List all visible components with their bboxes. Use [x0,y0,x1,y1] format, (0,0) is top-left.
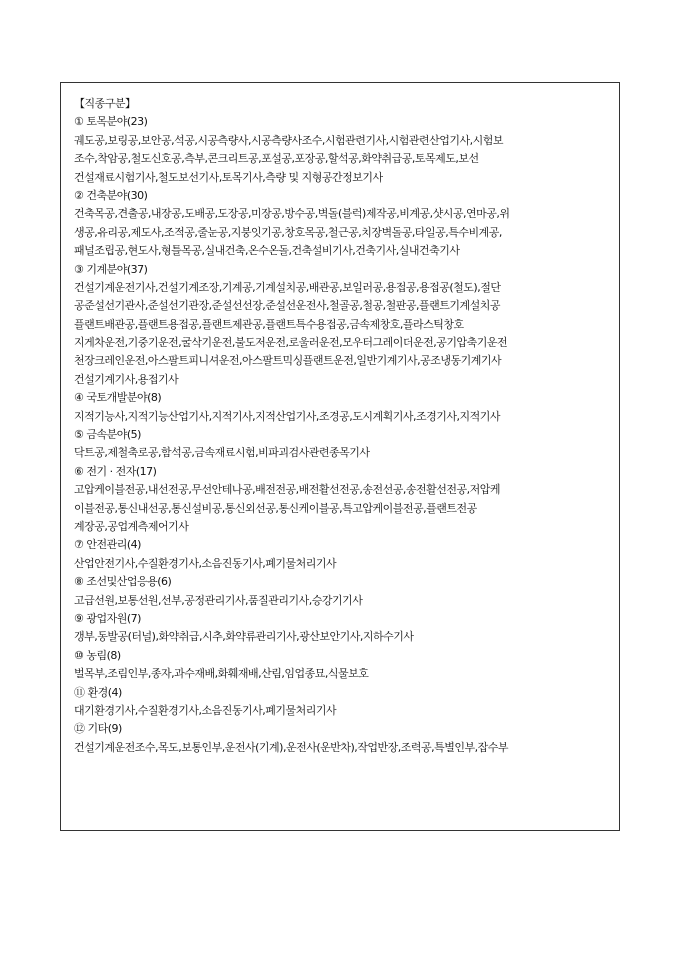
category-text: 천장크레인운전,아스팔트피니셔운전,아스팔트믹싱플랜트운전,일반기계기사,공조냉동기계기사 [74,354,502,368]
category-heading-other: ⑫ 기타(9) [74,722,122,736]
category-text: 지게차운전,기중기운전,굴삭기운전,불도저운전,로울러운전,모우터그레이더운전,공기압축기운전 [74,336,508,350]
category-text: 고급선원,보통선원,선부,공정관리기사,품질관리기사,승강기기사 [74,593,363,607]
category-text: 건설기계운전조수,목도,보통인부,운전사(기계),운전사(운반차),작업반장,조력공,특별인부,잡수부 [74,740,509,754]
category-text: 이블전공,통신내선공,통신설비공,통신외선공,통신케이블공,특고압케이블전공,플랜트전공 [74,501,477,515]
category-text: 건설재료시험기사,철도보선기사,토목기사,측량 및 지형공간정보기사 [74,170,383,184]
category-heading-environment: ⑪ 환경(4) [74,685,122,699]
category-heading-electrical: ⑥ 전기 · 전자(17) [74,464,157,478]
category-text: 벌목부,조림인부,종자,과수재배,화훼재배,산림,임업종묘,식물보호 [74,667,369,681]
category-heading-safety: ⑦ 안전관리(4) [74,538,141,552]
category-heading-agriculture: ⑩ 농림(8) [74,648,121,662]
job-category-box [60,82,620,831]
category-text: 산업안전기사,수질환경기사,소음진동기사,폐기물처리기사 [74,556,337,570]
category-text: 플랜트배관공,플랜트용접공,플랜트제관공,플랜트특수용접공,금속제창호,플라스틱창호 [74,317,464,331]
category-text: 계장공,공업계측제어기사 [74,519,189,533]
category-text: 건축목공,견출공,내장공,도배공,도장공,미장공,방수공,벽돌(블럭)제작공,비계공,샷시공,연마공,위 [74,207,510,221]
category-heading-shipbuilding: ⑧ 조선및산업응용(6) [74,575,172,589]
category-text: 건설기계운전기사,건설기계조장,기계공,기계설치공,배관공,보일러공,용접공,용접공(철도),절단 [74,280,501,294]
category-heading-civil: ① 토목분야(23) [74,115,148,129]
category-heading-architecture: ② 건축분야(30) [74,188,148,202]
category-text: 생공,유리공,제도사,조적공,줄눈공,지붕잇기공,창호목공,철근공,치장벽돌공,타일공,특수비계공, [74,225,502,239]
category-heading-mining: ⑨ 광업자원(7) [74,611,141,625]
section-title: 【직종구분】 [74,97,136,110]
category-text: 닥트공,제철축로공,함석공,금속재료시험,비파괴검사관련종목기사 [74,446,370,460]
category-text: 갱부,동발공(터널),화약취급,시추,화약류관리기사,광산보안기사,지하수기사 [74,630,414,644]
category-text: 패널조립공,현도사,형틀목공,실내건축,온수온돌,건축설비기사,건축기사,실내건축기사 [74,244,460,258]
category-text: 공준설선기관사,준설선기관장,준설선선장,준설선운전사,철골공,철공,철판공,플랜트기계설치공 [74,299,501,313]
category-text: 궤도공,보링공,보안공,석공,시공측량사,시공측량사조수,시험관련기사,시험관련산업기사,시험보 [74,133,504,147]
category-heading-metal: ⑤ 금속분야(5) [74,428,141,442]
category-text: 건설기계기사,용접기사 [74,372,179,386]
category-heading-machinery: ③ 기계분야(37) [74,262,148,276]
category-text: 지적기능사,지적기능산업기사,지적기사,지적산업기사,조경공,도시계획기사,조경기사,지적기사 [74,409,501,423]
category-text: 고압케이블전공,내선전공,무선안테나공,배전전공,배전활선전공,송전선공,송전활선전공,저압케 [74,483,501,497]
category-heading-land-development: ④ 국토개발분야(8) [74,391,162,405]
category-text: 조수,착암공,철도신호공,측부,콘크리트공,포설공,포장공,할석공,화약취급공,토목제도,보선 [74,152,479,166]
category-text: 대기환경기사,수질환경기사,소음진동기사,폐기물처리기사 [74,703,337,717]
